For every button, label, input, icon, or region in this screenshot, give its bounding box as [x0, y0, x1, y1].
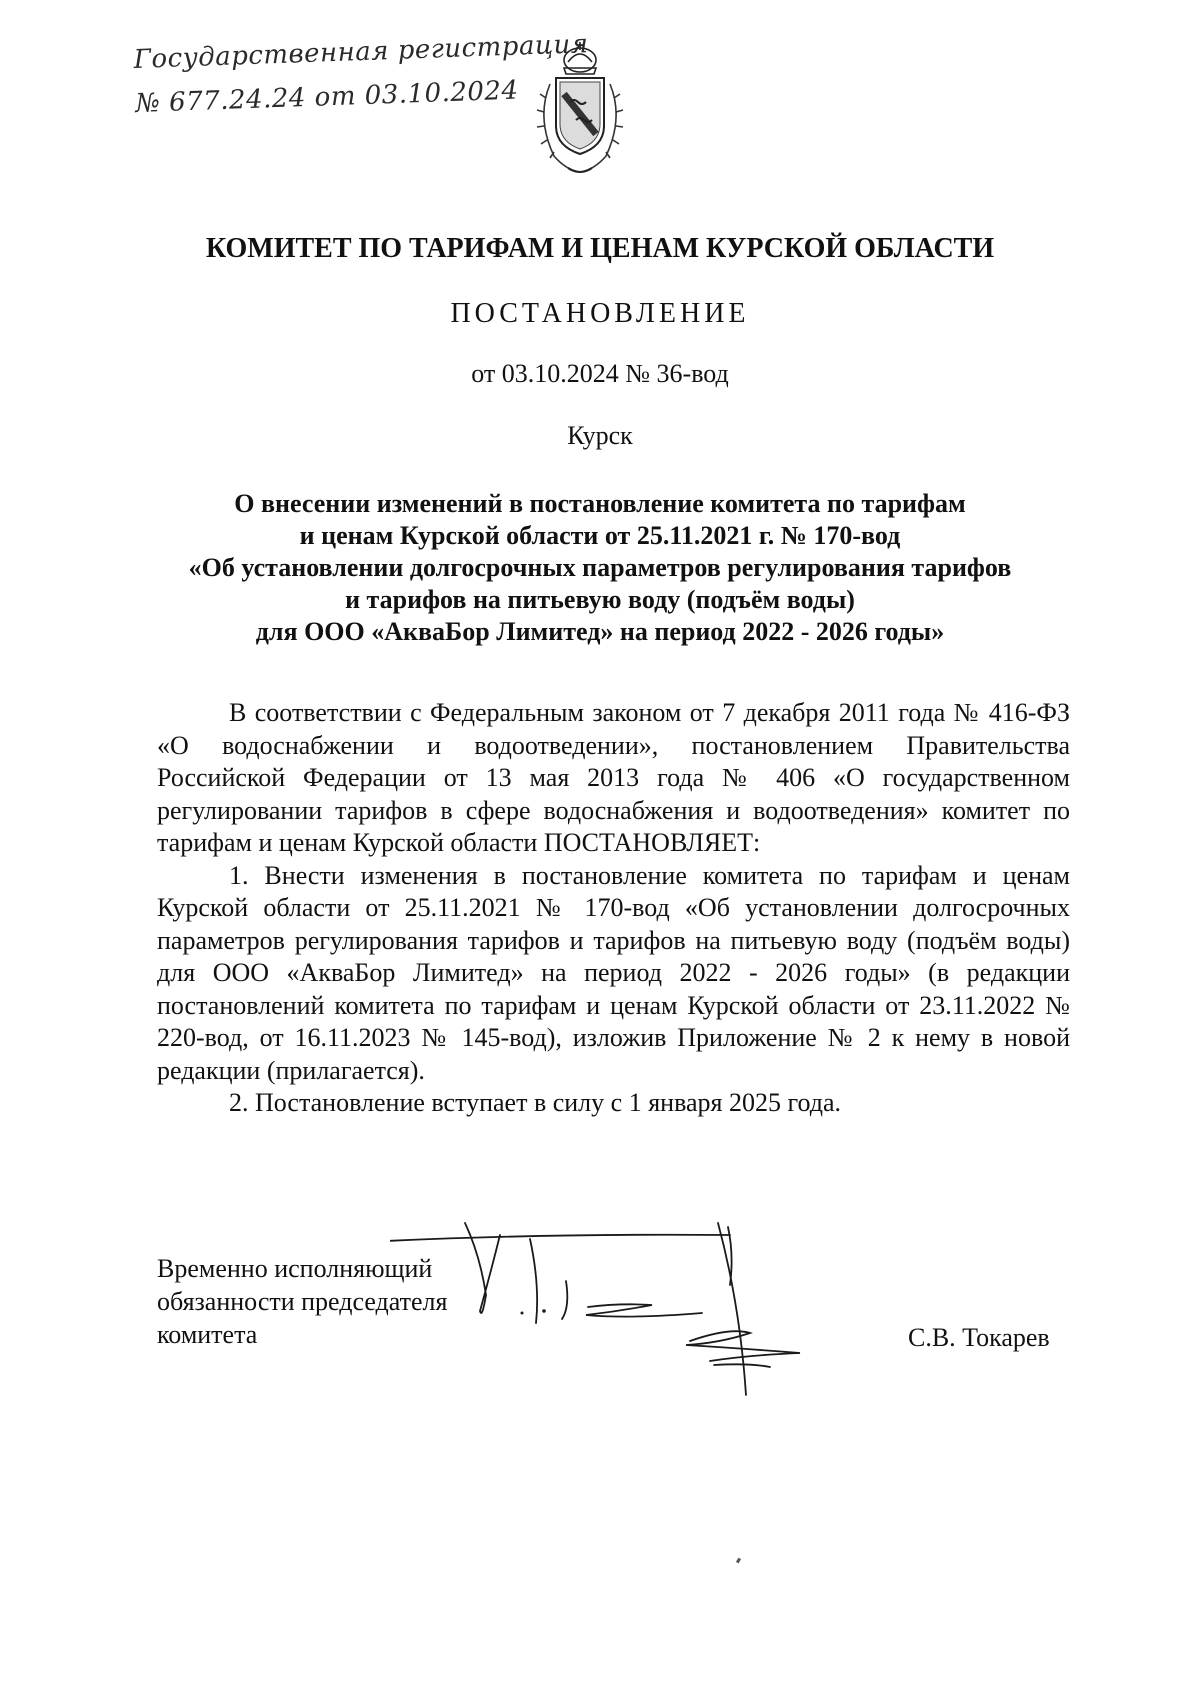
- coat-of-arms-icon: [520, 38, 640, 178]
- scan-speck: [736, 1558, 741, 1564]
- preamble-paragraph: В соответствии с Федеральным законом от 7 декабря 2011 года № 416-ФЗ «О водоснабжении и водоотведении», постановлением Правительства Российской Федерации от 13 мая 2013 года № 406 «О государственном регулировании тарифов в сфере водоснабжения и водоотведения» комитет по тарифам и ценам Курской области ПОСТАНОВЛЯЕТ:: [157, 698, 1070, 857]
- document-body: [157, 697, 1070, 1120]
- signatory-name: С.В. Токарев: [908, 1323, 1050, 1352]
- document-type: ПОСТАНОВЛЕНИЕ: [450, 298, 750, 329]
- document-subject: [140, 488, 1060, 648]
- subject-line: и тарифов на питьевую воду (подъём воды): [345, 585, 855, 614]
- document-city: Курск: [567, 421, 633, 450]
- handwritten-registration-note: [133, 26, 589, 126]
- handwritten-note-line-2: № 677.24.24 от 03.10.2024: [134, 75, 519, 119]
- subject-line: и ценам Курской области от 25.11.2021 г. № 170-вод: [299, 521, 901, 550]
- position-line-1: Временно исполняющий: [157, 1254, 433, 1283]
- document-date-number: от 03.10.2024 № 36-вод: [471, 359, 729, 388]
- position-line-2: обязанности председателя: [157, 1287, 448, 1316]
- handwritten-note-line-1: Государственная регистрация: [133, 29, 589, 75]
- subject-line: «Об установлении долгосрочных параметров регулирования тарифов: [188, 553, 1012, 582]
- organization-title: КОМИТЕТ ПО ТАРИФАМ И ЦЕНАМ КУРСКОЙ ОБЛАСТИ: [205, 233, 995, 264]
- item-2-paragraph: 2. Постановление вступает в силу с 1 января 2025 года.: [229, 1088, 842, 1117]
- subject-line: О внесении изменений в постановление комитета по тарифам: [234, 489, 966, 518]
- subject-line: для ООО «АкваБор Лимитед» на период 2022 - 2026 годы»: [255, 617, 945, 646]
- item-1-paragraph: 1. Внести изменения в постановление комитета по тарифам и ценам Курской области от 25.11.2021 № 170-вод «Об установлении долгосрочных параметров регулирования тарифов и тарифов на питьевую воду (подъём воды) для ООО «АкваБор Лимитед» на период 2022 - 2026 годы» (в редакции постановлений комитета по тарифам и ценам Курской области от 23.11.2022 № 220-вод, от 16.11.2023 № 145-вод), изложив Приложение № 2 к нему в новой редакции (прилагается).: [157, 860, 1070, 1085]
- position-line-3: комитета: [157, 1320, 258, 1349]
- handwritten-signature: [390, 1215, 910, 1410]
